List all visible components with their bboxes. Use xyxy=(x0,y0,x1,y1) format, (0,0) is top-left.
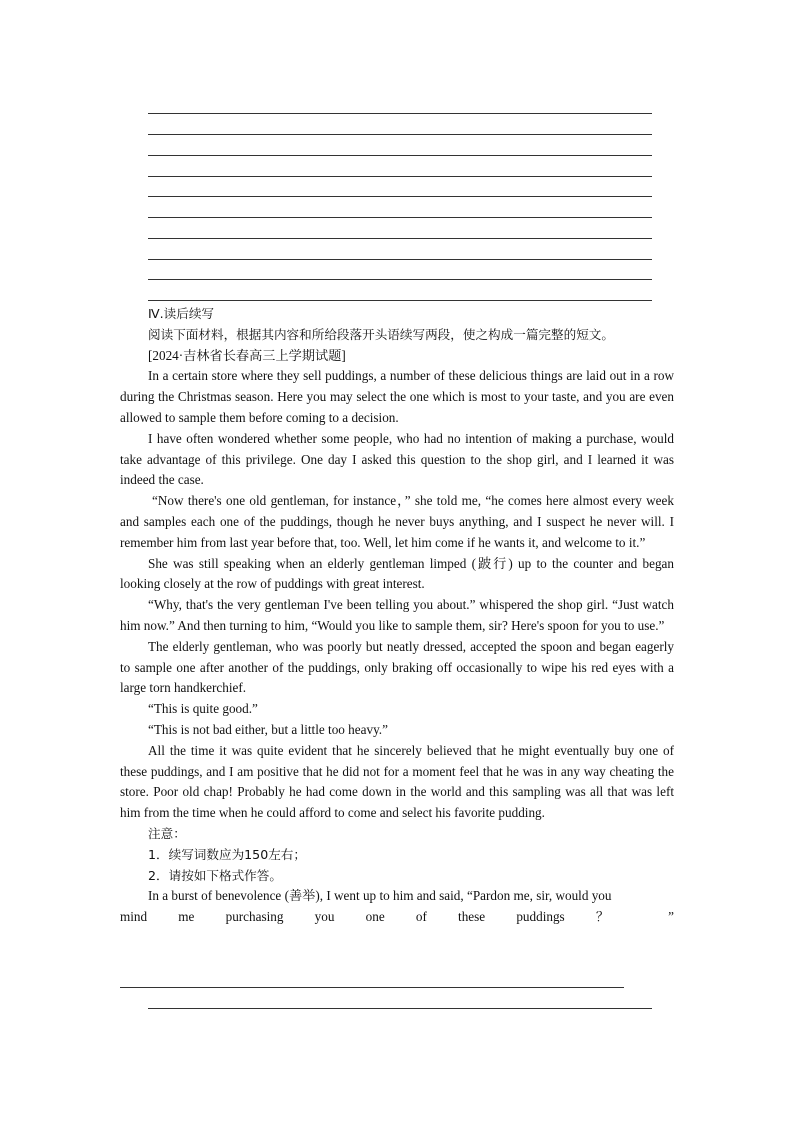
story-paragraph: All the time it was quite evident that he sincerely believed that he might eventually buy one of these puddings, and I am positive that he did not for a moment feel that he was in any way cheating the store. Poor old chap! Probably he had come down in the world and this sampling was all that was left him from the time when he could afford to come and select his favorite pudding. xyxy=(120,742,674,821)
question-source: [2024·吉林省长春高三上学期试题] xyxy=(148,347,346,363)
section-body xyxy=(120,304,674,928)
answer-line[interactable] xyxy=(120,987,624,988)
writing-line[interactable] xyxy=(148,155,652,156)
answer-line[interactable] xyxy=(148,1008,652,1009)
continuation-opening-line: In a burst of benevolence (善举), I went up to him and said, “Pardon me, sir, would you xyxy=(148,888,612,904)
note-item: 1．续写词数应为150左右； xyxy=(148,846,306,862)
writing-line[interactable] xyxy=(148,217,652,218)
writing-line[interactable] xyxy=(148,259,652,260)
writing-line[interactable] xyxy=(148,113,652,114)
story-paragraph: The elderly gentleman, who was poorly but neatly dressed, accepted the spoon and began eagerly to sample one after another of the puddings, only braking off occasionally to wipe his red eyes with a large torn handkerchief. xyxy=(120,638,674,696)
section-heading: Ⅳ.读后续写 xyxy=(148,306,215,321)
story-paragraph: “This is not bad either, but a little too heavy.” xyxy=(148,721,388,737)
writing-line[interactable] xyxy=(148,300,652,301)
section-instruction: 阅读下面材料，根据其内容和所给段落开头语续写两段，使之构成一篇完整的短文。 xyxy=(148,326,614,342)
note-item: 2．请按如下格式作答。 xyxy=(148,867,282,883)
writing-line[interactable] xyxy=(148,134,652,135)
story-paragraph: In a certain store where they sell puddings, a number of these delicious things are laid out in a row during the Christmas season. Here you may select the one which is most to your taste, and you are even allowed to sample them before coming to a decision. xyxy=(120,368,674,425)
writing-line[interactable] xyxy=(148,196,652,197)
continuation-opening-line: mind me purchasing you one of these puddings ？ ” xyxy=(120,909,674,925)
story-paragraph: She was still speaking when an elderly gentleman limped (跛行) up to the counter and began looking closely at the row of puddings with great interest. xyxy=(120,555,674,592)
story-paragraph: “Why, that's the very gentleman I've been telling you about.” whispered the shop girl. “Just watch him now.” And then turning to him, “Would you like to sample them, sir? Here's spoon for you to use.” xyxy=(120,597,674,633)
story-paragraph: “This is quite good.” xyxy=(148,701,258,717)
writing-line[interactable] xyxy=(148,279,652,280)
writing-line[interactable] xyxy=(148,238,652,239)
story-paragraph: I have often wondered whether some people, who had no intention of making a purchase, would take advantage of this privilege. One day I asked this question to the shop girl, and I learned it was indeed the case. xyxy=(120,430,674,488)
notes-title: 注意： xyxy=(148,825,186,841)
story-paragraph: “Now there's one old gentleman, for instance，” she told me, “he comes here almost every week and samples each one of the puddings, though he never buys anything, and I suspect he never will. I remember him from last year before that, too. Well, let him come if he wants it, and welcome to it.” xyxy=(120,493,674,550)
writing-line[interactable] xyxy=(148,176,652,177)
